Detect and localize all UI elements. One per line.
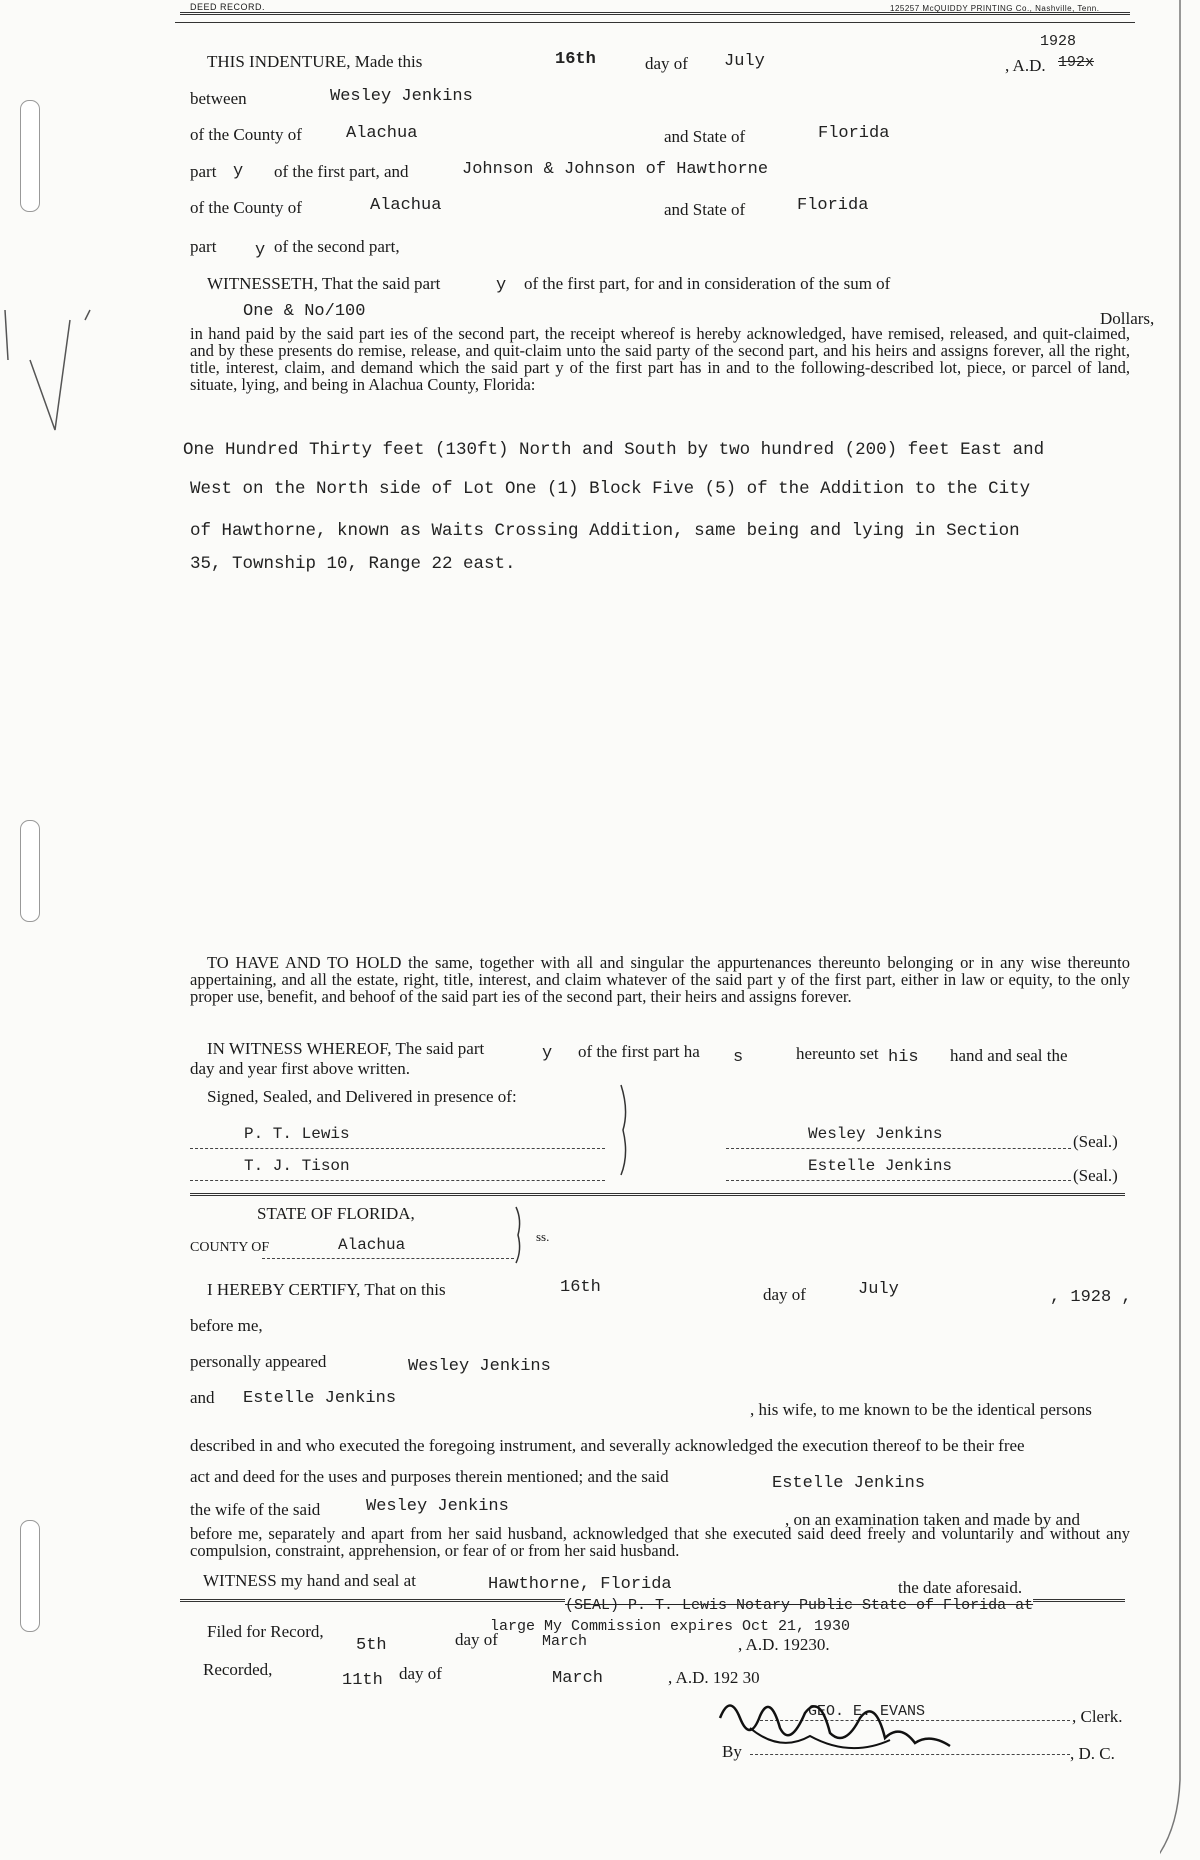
- ack-year: , 1928 ,: [1050, 1288, 1132, 1307]
- notary-place: Hawthorne, Florida: [488, 1575, 672, 1594]
- recorded-label: Recorded,: [203, 1660, 273, 1679]
- wife-of-label: the wife of the said: [190, 1500, 321, 1519]
- filed-label: Filed for Record,: [207, 1622, 324, 1641]
- ack-certify: I HEREBY CERTIFY, That on this: [207, 1280, 446, 1299]
- recorded-day: 11th: [342, 1671, 383, 1690]
- filed-month: March: [542, 1633, 588, 1650]
- year-struck: 192x: [1058, 54, 1095, 71]
- consideration-amount: One & No/100: [243, 302, 366, 321]
- county-label-2: of the County of: [190, 198, 302, 217]
- deed-record-label: DEED RECORD.: [190, 2, 266, 12]
- signer-2-signature: Estelle Jenkins: [808, 1157, 953, 1175]
- dollars-label: Dollars,: [1100, 309, 1155, 328]
- ack-described-line: described in and who executed the foregoing instrument, and severally acknowledged the execution thereof to be their free: [190, 1436, 1025, 1455]
- witness-clause-pronoun: his: [888, 1048, 919, 1067]
- party-label-2: part: [190, 237, 217, 256]
- by-label: By: [722, 1742, 742, 1761]
- grantor-name: Wesley Jenkins: [330, 87, 473, 106]
- recorded-month: March: [552, 1669, 604, 1688]
- witness-clause-lead: IN WITNESS WHEREOF, The said part: [207, 1039, 485, 1058]
- seal-label-2: (Seal.): [1073, 1166, 1118, 1185]
- granting-clause: in hand paid by the said part ies of the second part, the receipt whereof is hereby acknowledged, have remised, released, and quit-claimed, and by these presents do remise, release, and quit-claim unto the said party of the second part, and his heirs and assigns forever, all the right, title, interest, claim, and demand which the said part y of the first part has in and to the following-described lot, piece, or parcel of land, situate, lying, and being in Alachua County, Florida:: [190, 324, 1130, 394]
- clerk-signature: [710, 1688, 990, 1768]
- indenture-intro: THIS INDENTURE, Made this: [207, 52, 423, 71]
- county-label-1: of the County of: [190, 125, 302, 144]
- habendum-clause: TO HAVE AND TO HOLD the same, together with all and singular the appurtenances thereunto belonging or in any wise thereunto appertaining, and all the estate, right, title, interest, and claim whatever of the said part y of the first part, either in law or equity, to the only proper use, benefit, and behoof of the said part ies of the second part, their heirs and assigns forever.: [190, 953, 1130, 1006]
- witness-hand-label: WITNESS my hand and seal at: [203, 1571, 416, 1590]
- clerk-label: , Clerk.: [1072, 1707, 1123, 1726]
- appearing-person-1: Wesley Jenkins: [408, 1357, 551, 1376]
- state-1: Florida: [818, 124, 890, 143]
- deputy-clerk-label: , D. C.: [1070, 1744, 1115, 1763]
- ss-label: ss.: [536, 1229, 550, 1244]
- before-me-label: before me,: [190, 1316, 263, 1335]
- punch-hole-3: [20, 1520, 40, 1632]
- filed-ad: , A.D. 19230.: [738, 1635, 830, 1654]
- page-edge: [1160, 0, 1200, 1860]
- filed-day-of: day of: [455, 1630, 498, 1649]
- recorded-ad: , A.D. 192 30: [668, 1668, 760, 1687]
- state-2: Florida: [797, 196, 869, 215]
- exam-body: before me, separately and apart from her said husband, acknowledged that she executed said deed freely and voluntarily and without any compulsion, constraint, apprehension, or fear of or from her said husband.: [190, 1524, 1130, 1560]
- party-label-1: part: [190, 162, 217, 181]
- seal-label-1: (Seal.): [1073, 1132, 1118, 1151]
- his-wife-label: , his wife, to me known to be the identical persons: [750, 1400, 1092, 1419]
- witness-clause-suffix: y: [542, 1044, 553, 1063]
- witness-clause-first-part: of the first part ha: [578, 1042, 700, 1061]
- signature-bracket: [615, 1080, 635, 1180]
- margin-scribble: [0, 300, 110, 440]
- ack-husband-name: Wesley Jenkins: [366, 1497, 509, 1516]
- witness-clause-hand: hand and seal the: [950, 1046, 1068, 1065]
- witness-clause-has: s: [733, 1048, 744, 1067]
- legal-description-line: West on the North side of Lot One (1) Block Five (5) of the Addition to the City: [190, 479, 1031, 499]
- ss-bracket: [512, 1205, 528, 1265]
- year-written: 1928: [1040, 33, 1077, 50]
- between-label: between: [190, 89, 247, 108]
- first-part-label: of the first part, and: [274, 162, 409, 181]
- signed-sealed-label: Signed, Sealed, and Delivered in presence of:: [207, 1087, 517, 1106]
- punch-hole-1: [20, 100, 40, 212]
- grantee-name: Johnson & Johnson of Hawthorne: [462, 160, 769, 179]
- ack-month: July: [858, 1280, 899, 1299]
- witnesseth-suffix: y: [496, 276, 507, 295]
- witness-2-signature: T. J. Tison: [244, 1157, 350, 1175]
- witnesseth-consideration: of the first part, for and in consideration of the sum of: [524, 274, 891, 293]
- signer-1-signature: Wesley Jenkins: [808, 1125, 943, 1143]
- county-2: Alachua: [370, 196, 442, 215]
- witness-clause-set: hereunto set: [796, 1044, 879, 1063]
- party-suffix-1: y: [233, 162, 244, 181]
- legal-description-line: One Hundred Thirty feet (130ft) North and South by two hundred (200) feet East and: [183, 440, 1045, 460]
- ack-act-line: act and deed for the uses and purposes therein mentioned; and the said: [190, 1467, 669, 1486]
- indenture-month: July: [724, 52, 765, 71]
- recorded-day-of: day of: [399, 1664, 442, 1683]
- state-label-2: and State of: [664, 200, 746, 219]
- ad-label: , A.D.: [1005, 56, 1046, 75]
- notary-stamp-line-1: (SEAL) P. T. Lewis Notary Public State of Florida at: [565, 1597, 1034, 1614]
- appeared-label: personally appeared: [190, 1352, 327, 1371]
- filed-day: 5th: [356, 1636, 387, 1655]
- clerk-name: GEO. E. EVANS: [808, 1703, 926, 1720]
- county-1: Alachua: [346, 124, 418, 143]
- section-divider: [190, 1193, 1125, 1196]
- legal-description-line: 35, Township 10, Range 22 east.: [190, 554, 516, 574]
- ack-day-of: day of: [763, 1285, 806, 1304]
- witness-clause-date: day and year first above written.: [190, 1059, 410, 1078]
- witness-1-signature: P. T. Lewis: [244, 1125, 350, 1143]
- header-rule-2: [175, 22, 1135, 23]
- printer-label: 125257 McQUIDDY PRINTING Co., Nashville, Tenn.: [890, 4, 1100, 13]
- punch-hole-2: [20, 820, 40, 922]
- witnesseth-lead: WITNESSETH, That the said part: [207, 274, 441, 293]
- appearing-person-2: Estelle Jenkins: [243, 1389, 397, 1408]
- state-label-1: and State of: [664, 127, 746, 146]
- ack-state: STATE OF FLORIDA,: [257, 1204, 415, 1223]
- party-suffix-2: y: [255, 241, 266, 260]
- exam-label: , on an examination taken and made by and: [785, 1510, 1081, 1529]
- indenture-day: 16th: [555, 50, 596, 69]
- ack-county: Alachua: [338, 1236, 406, 1254]
- legal-description-line: of Hawthorne, known as Waits Crossing Addition, same being and lying in Section: [190, 521, 1020, 541]
- ack-county-label: COUNTY OF: [190, 1240, 270, 1255]
- notary-stamp-line-2: large My Commission expires Oct 21, 1930: [490, 1618, 851, 1635]
- ack-day: 16th: [560, 1278, 601, 1297]
- and-label: and: [190, 1388, 215, 1407]
- ack-wife-name: Estelle Jenkins: [772, 1474, 926, 1493]
- date-aforesaid-label: the date aforesaid.: [898, 1578, 1023, 1597]
- second-part-label: of the second part,: [274, 237, 400, 256]
- day-of-label: day of: [645, 54, 688, 73]
